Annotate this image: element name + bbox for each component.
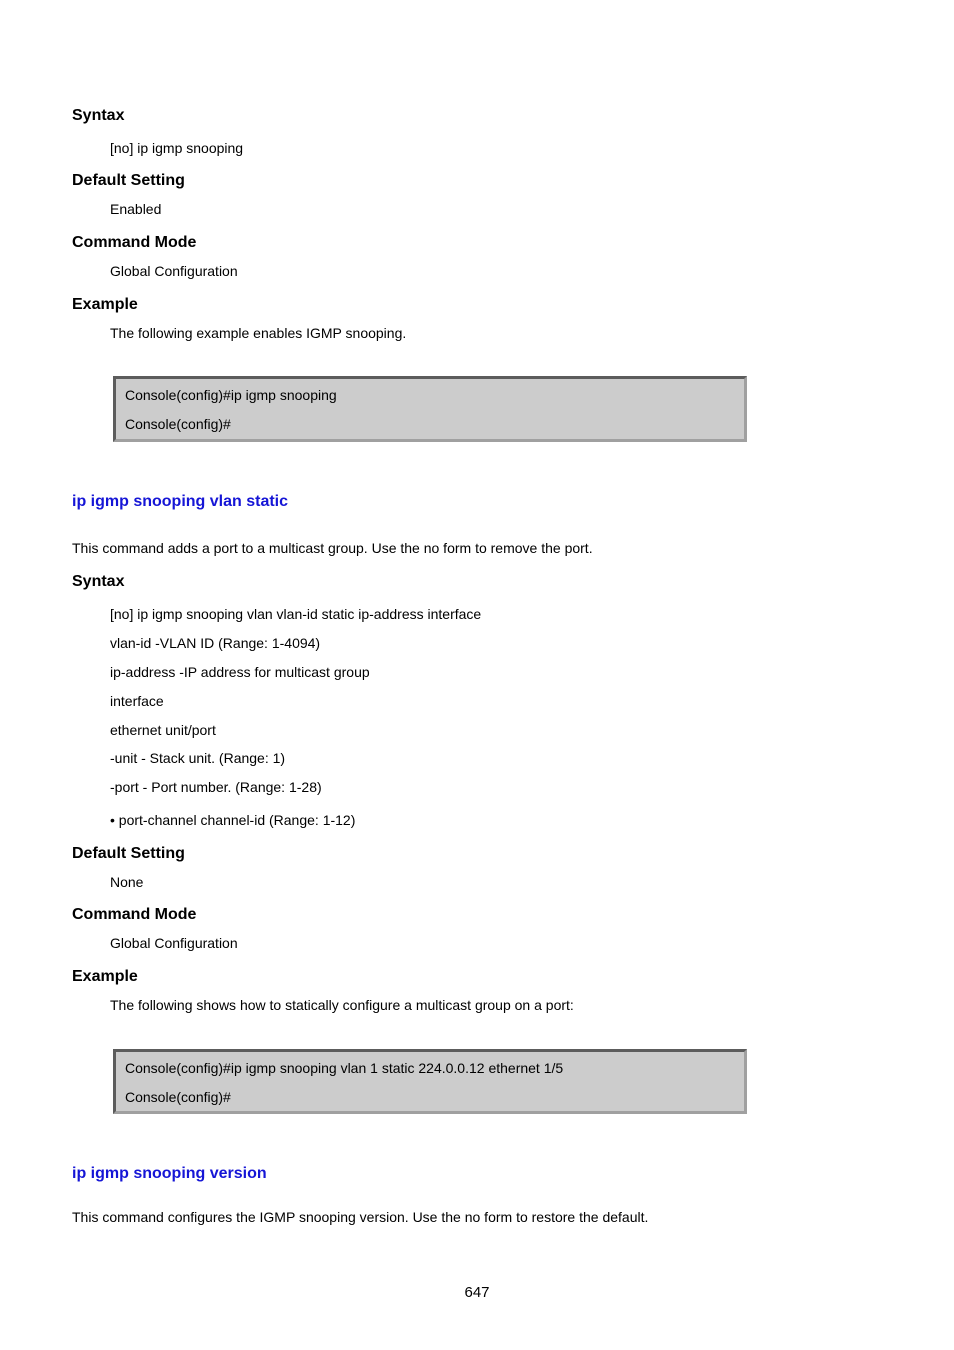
syntax-line: interface: [110, 693, 164, 709]
console-line: Console(config)#: [125, 416, 231, 432]
syntax-heading: Syntax: [72, 573, 125, 590]
console-line: Console(config)#: [125, 1089, 231, 1105]
command-mode-text: Global Configuration: [110, 935, 238, 951]
page-number: 647: [464, 1284, 490, 1301]
syntax-line: • port-channel channel-id (Range: 1-12): [110, 812, 356, 828]
command-mode-heading: Command Mode: [72, 234, 197, 251]
console-example-box: [113, 1049, 747, 1114]
command-mode-text: Global Configuration: [110, 263, 238, 279]
console-line: Console(config)#ip igmp snooping vlan 1 static 224.0.0.12 ethernet 1/5: [125, 1060, 564, 1076]
example-heading: Example: [72, 296, 138, 313]
syntax-line: vlan-id -VLAN ID (Range: 1-4094): [110, 635, 321, 651]
example-text: The following example enables IGMP snooping.: [110, 325, 407, 341]
default-setting-text: None: [110, 874, 144, 890]
command-description: This command adds a port to a multicast group. Use the no form to remove the port.: [72, 540, 593, 556]
syntax-line: -port - Port number. (Range: 1-28): [110, 779, 322, 795]
syntax-line: -unit - Stack unit. (Range: 1): [110, 750, 286, 766]
console-example-box: [113, 376, 747, 442]
syntax-line: ip-address -IP address for multicast group: [110, 664, 370, 680]
command-mode-heading: Command Mode: [72, 906, 197, 923]
default-setting-text: Enabled: [110, 201, 162, 217]
console-line: Console(config)#ip igmp snooping: [125, 387, 337, 403]
syntax-heading: Syntax: [72, 107, 125, 124]
syntax-line: ethernet unit/port: [110, 722, 216, 738]
command-description: This command configures the IGMP snooping version. Use the no form to restore the default.: [72, 1209, 649, 1225]
syntax-text: [no] ip igmp snooping: [110, 140, 244, 156]
syntax-line: [no] ip igmp snooping vlan vlan-id static ip-address interface: [110, 606, 482, 622]
default-setting-heading: Default Setting: [72, 845, 185, 862]
example-heading: Example: [72, 968, 138, 985]
example-text: The following shows how to statically configure a multicast group on a port:: [110, 997, 574, 1013]
command-title: ip igmp snooping vlan static: [72, 493, 289, 510]
command-title: ip igmp snooping version: [72, 1165, 267, 1182]
default-setting-heading: Default Setting: [72, 172, 185, 189]
